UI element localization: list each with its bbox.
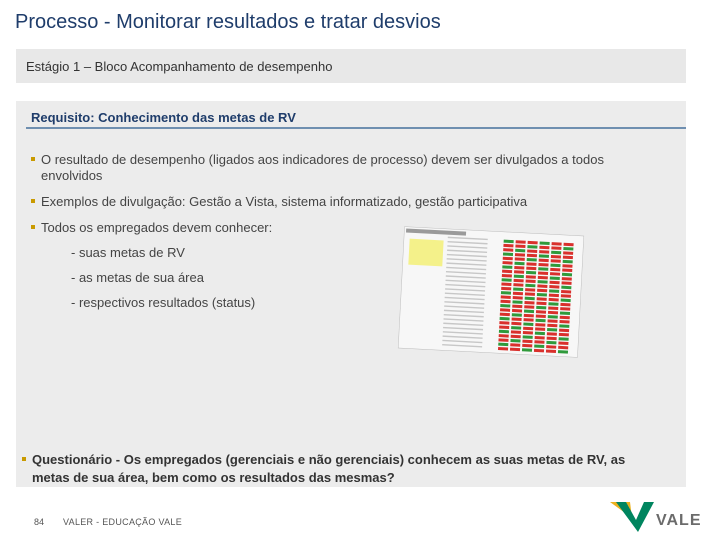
thumb-status-cell: [524, 314, 534, 318]
thumb-status-cell: [547, 319, 557, 323]
thumb-status-cell: [538, 280, 548, 284]
thumb-status-cell: [563, 247, 573, 251]
thumb-status-cell: [512, 309, 522, 313]
thumb-status-cell: [501, 291, 511, 295]
thumb-status-cell: [559, 324, 569, 328]
page-title: Processo - Monitorar resultados e tratar desvios: [15, 11, 441, 33]
thumb-status-cell: [537, 289, 547, 293]
footer-caption: VALER - EDUCAÇÃO VALE: [63, 517, 182, 527]
thumb-status-cell: [561, 294, 571, 298]
thumb-status-cell: [528, 241, 538, 245]
thumb-status-cell: [526, 267, 536, 271]
thumb-status-cell: [523, 327, 533, 331]
thumb-status-cell: [500, 317, 510, 321]
thumb-status-cell: [512, 318, 522, 322]
vale-logo: [608, 498, 720, 534]
thumb-status-cell: [522, 340, 532, 344]
thumb-status-cell: [523, 322, 533, 326]
thumb-status-cell: [513, 283, 523, 287]
thumb-status-cell: [522, 344, 532, 348]
thumb-status-cell: [564, 243, 574, 247]
thumb-status-cell: [561, 281, 571, 285]
thumb-status-cell: [546, 345, 556, 349]
thumb-status-cell: [516, 240, 526, 244]
thumb-status-cell: [535, 336, 545, 340]
bullet-item-continuation: envolvidos: [41, 168, 103, 183]
thumb-status-cell: [562, 273, 572, 277]
thumb-status-cell: [523, 331, 533, 335]
thumb-status-cell: [514, 266, 524, 270]
thumb-status-cell: [549, 285, 559, 289]
thumb-status-cell: [551, 251, 561, 255]
thumb-status-cell: [500, 308, 510, 312]
thumb-status-cell: [502, 278, 512, 282]
stage-banner: [16, 49, 686, 83]
thumb-status-cell: [547, 337, 557, 341]
thumb-status-cell: [499, 334, 509, 338]
thumb-status-cell: [536, 306, 546, 310]
thumb-status-cell: [563, 251, 573, 255]
thumb-status-cell: [515, 245, 525, 249]
thumb-status-cell: [549, 289, 559, 293]
thumb-status-cell: [551, 255, 561, 259]
thumb-status-cell: [501, 295, 511, 299]
thumb-status-cell: [502, 265, 512, 269]
thumb-status-cell: [514, 275, 524, 279]
thumb-status-cell: [563, 256, 573, 260]
thumb-status-cell: [525, 288, 535, 292]
thumb-status-cell: [547, 332, 557, 336]
thumb-status-cell: [523, 335, 533, 339]
thumb-status-cell: [559, 320, 569, 324]
thumb-status-cell: [515, 257, 525, 261]
thumb-status-cell: [538, 276, 548, 280]
thumb-status-cell: [550, 268, 560, 272]
thumb-status-cell: [524, 301, 534, 305]
thumb-status-cell: [515, 249, 525, 253]
thumb-status-cell: [550, 272, 560, 276]
thumb-status-cell: [548, 311, 558, 315]
thumb-status-cell: [547, 324, 557, 328]
thumb-status-cell: [538, 272, 548, 276]
spreadsheet-thumbnail-image: [398, 226, 584, 357]
thumb-status-cell: [514, 270, 524, 274]
thumb-status-cell: [511, 335, 521, 339]
thumb-status-cell: [512, 300, 522, 304]
thumb-status-cell: [536, 302, 546, 306]
bullet-icon: [31, 199, 35, 203]
thumb-status-cell: [512, 305, 522, 309]
thumb-status-cell: [498, 343, 508, 347]
thumb-status-cell: [558, 342, 568, 346]
thumb-status-cell: [560, 316, 570, 320]
thumb-status-cell: [550, 264, 560, 268]
thumb-status-cell: [501, 283, 511, 287]
thumb-status-cell: [548, 315, 558, 319]
thumb-status-cell: [527, 249, 537, 253]
thumb-status-cell: [510, 343, 520, 347]
thumb-status-cell: [559, 337, 569, 341]
thumb-status-cell: [502, 270, 512, 274]
thumb-status-cell: [538, 263, 548, 267]
thumb-status-cell: [562, 269, 572, 273]
thumb-status-cell: [525, 284, 535, 288]
thumb-status-cell: [499, 330, 509, 334]
logo-text: VALE: [656, 512, 702, 529]
thumb-status-cell: [535, 327, 545, 331]
thumb-status-cell: [510, 339, 520, 343]
thumb-status-cell: [535, 323, 545, 327]
thumb-status-cell: [562, 264, 572, 268]
thumb-status-cell: [504, 240, 514, 244]
thumb-status-cell: [538, 267, 548, 271]
thumb-status-cell: [501, 287, 511, 291]
thumb-status-cell: [498, 338, 508, 342]
thumb-status-cell: [526, 262, 536, 266]
thumb-status-cell: [546, 341, 556, 345]
thumb-status-cell: [548, 302, 558, 306]
thumb-status-cell: [546, 349, 556, 353]
thumb-status-cell: [526, 271, 536, 275]
thumb-status-cell: [514, 279, 524, 283]
thumb-status-cell: [526, 279, 536, 283]
thumb-status-cell: [558, 346, 568, 350]
thumb-status-cell: [511, 330, 521, 334]
thumb-status-cell: [527, 245, 537, 249]
sub-item: - respectivos resultados (status): [71, 295, 256, 310]
sub-item: - suas metas de RV: [71, 245, 185, 260]
thumb-status-cell: [510, 348, 520, 352]
thumb-status-cell: [548, 307, 558, 311]
thumb-status-cell: [537, 293, 547, 297]
thumb-status-cell: [561, 286, 571, 290]
bullet-icon: [31, 225, 35, 229]
thumb-status-cell: [549, 294, 559, 298]
thumb-status-cell: [551, 246, 561, 250]
thumb-status-cell: [513, 296, 523, 300]
thumb-status-cell: [511, 326, 521, 330]
thumb-status-cell: [539, 259, 549, 263]
stage-text: Estágio 1 – Bloco Acompanhamento de desempenho: [26, 59, 333, 74]
thumb-status-cell: [560, 311, 570, 315]
thumb-status-cell: [535, 332, 545, 336]
thumb-status-cell: [539, 246, 549, 250]
thumb-status-cell: [561, 290, 571, 294]
sub-item: - as metas de sua área: [71, 270, 204, 285]
thumb-status-cell: [536, 314, 546, 318]
thumb-status-cell: [547, 328, 557, 332]
bullet-icon: [22, 457, 26, 461]
thumb-status-cell: [563, 260, 573, 264]
bullet-icon: [31, 157, 35, 161]
thumb-status-cell: [503, 244, 513, 248]
bullet-item: O resultado de desempenho (ligados aos indicadores de processo) devem ser divulgados a todos: [31, 152, 604, 168]
thumb-status-cell: [512, 313, 522, 317]
thumb-status-cell: [502, 261, 512, 265]
thumb-status-cell: [500, 300, 510, 304]
question-text: Questionário - Os empregados (gerenciais e não gerenciais) conhecem as suas metas de RV, as metas de sua área, bem como os resultados das mesmas?: [22, 451, 682, 487]
thumb-status-cell: [550, 276, 560, 280]
thumb-status-cell: [524, 305, 534, 309]
thumb-status-cell: [558, 350, 568, 354]
thumb-status-cell: [503, 252, 513, 256]
thumb-status-cell: [499, 321, 509, 325]
thumb-status-cell: [550, 281, 560, 285]
thumb-status-cell: [534, 340, 544, 344]
thumb-status-cell: [524, 318, 534, 322]
thumb-status-cell: [513, 287, 523, 291]
thumb-status-cell: [503, 257, 513, 261]
thumb-status-cell: [534, 349, 544, 353]
thumb-status-cell: [527, 254, 537, 258]
thumb-status-cell: [537, 284, 547, 288]
thumb-status-cell: [522, 348, 532, 352]
thumb-status-cell: [539, 254, 549, 258]
thumb-status-cell: [525, 292, 535, 296]
thumb-status-cell: [559, 333, 569, 337]
thumb-status-cell: [515, 253, 525, 257]
thumb-status-cell: [498, 347, 508, 351]
thumb-status-cell: [524, 310, 534, 314]
thumb-status-cell: [499, 325, 509, 329]
thumb-status-cell: [513, 292, 523, 296]
requirement-panel: [16, 101, 686, 487]
thumb-status-cell: [534, 345, 544, 349]
thumb-status-cell: [560, 303, 570, 307]
thumb-status-cell: [527, 258, 537, 262]
thumb-status-cell: [537, 297, 547, 301]
requirement-divider: [26, 127, 686, 129]
thumb-status-cell: [525, 297, 535, 301]
thumb-status-cell: [561, 299, 571, 303]
thumb-status-cell: [562, 277, 572, 281]
thumb-status-cell: [511, 322, 521, 326]
thumb-status-cell: [560, 307, 570, 311]
thumb-status-cell: [514, 262, 524, 266]
thumb-status-cell: [526, 275, 536, 279]
thumb-status-cell: [536, 319, 546, 323]
thumb-status-cell: [500, 304, 510, 308]
thumb-status-cell: [551, 259, 561, 263]
thumb-status-cell: [559, 329, 569, 333]
bullet-item: Todos os empregados devem conhecer:: [31, 220, 272, 236]
bullet-item: Exemplos de divulgação: Gestão a Vista, sistema informatizado, gestão participativa: [31, 194, 527, 210]
thumb-status-cell: [503, 248, 513, 252]
thumb-status-cell: [500, 313, 510, 317]
requirement-title: Requisito: Conhecimento das metas de RV: [31, 110, 296, 125]
page-number: 84: [34, 517, 45, 527]
thumb-status-cell: [540, 241, 550, 245]
thumb-status-cell: [552, 242, 562, 246]
thumb-status-cell: [549, 298, 559, 302]
thumb-status-cell: [539, 250, 549, 254]
thumb-status-cell: [502, 274, 512, 278]
thumb-status-cell: [536, 310, 546, 314]
